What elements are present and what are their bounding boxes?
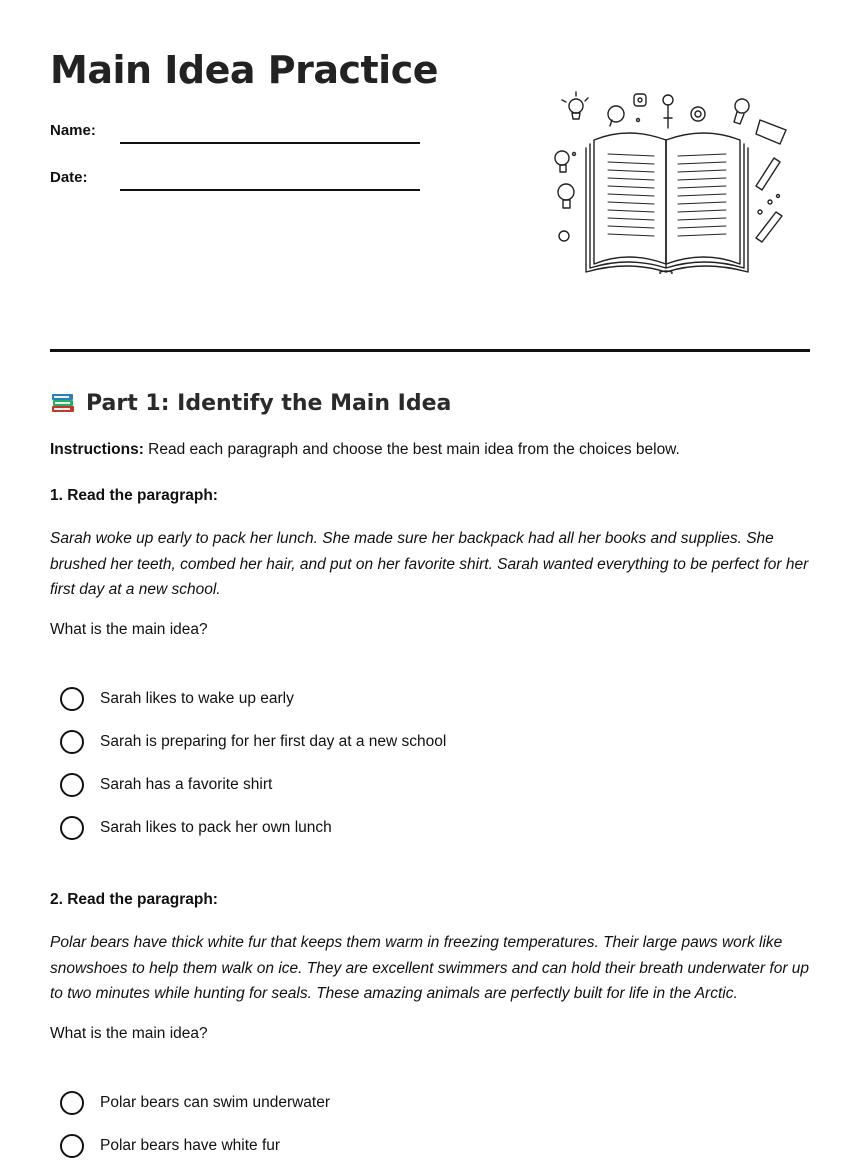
radio-button[interactable] bbox=[60, 1134, 84, 1158]
divider bbox=[50, 349, 810, 352]
radio-button[interactable] bbox=[60, 816, 84, 840]
question-1-option-b[interactable] bbox=[60, 720, 446, 763]
radio-button[interactable] bbox=[60, 687, 84, 711]
question-1-prompt: What is the main idea? bbox=[50, 621, 208, 638]
question-2-paragraph: Polar bears have thick white fur that keeps them warm in freezing temperatures. Their large paws work like snowshoes to help them walk on ice. They are excellent swimmers and can hold their breath underwater for up to two minutes while hunting for seals. These amazing animals are perfectly built for life in the Arctic. bbox=[50, 934, 810, 1002]
option-label: Sarah is preparing for her first day at a new school bbox=[100, 732, 447, 750]
question-2-title: 2. Read the paragraph: bbox=[50, 891, 218, 908]
open-book-illustration-icon bbox=[548, 88, 796, 274]
option-label: Sarah likes to pack her own lunch bbox=[100, 818, 332, 836]
date-input-line[interactable] bbox=[120, 189, 420, 191]
option-label: Polar bears have white fur bbox=[100, 1136, 281, 1154]
radio-button[interactable] bbox=[60, 1091, 84, 1115]
instructions bbox=[50, 441, 680, 459]
question-2-options bbox=[60, 1081, 330, 1167]
question-1-option-a[interactable] bbox=[60, 677, 446, 720]
name-label: Name: bbox=[50, 122, 96, 139]
instructions-label: Instructions: bbox=[50, 441, 144, 458]
instructions-text: Read each paragraph and choose the best main idea from the choices below. bbox=[143, 441, 680, 458]
date-label: Date: bbox=[50, 169, 88, 186]
part1-heading-text: Part 1: Identify the Main Idea bbox=[86, 390, 452, 416]
radio-button[interactable] bbox=[60, 730, 84, 754]
page-title: Main Idea Practice bbox=[50, 48, 438, 92]
question-1-option-d[interactable] bbox=[60, 806, 446, 849]
radio-button[interactable] bbox=[60, 773, 84, 797]
question-2-prompt: What is the main idea? bbox=[50, 1025, 208, 1042]
option-label: Sarah likes to wake up early bbox=[100, 689, 294, 707]
question-2-option-a[interactable] bbox=[60, 1081, 330, 1124]
question-1-options bbox=[60, 677, 446, 849]
question-1-option-c[interactable] bbox=[60, 763, 446, 806]
name-input-line[interactable] bbox=[120, 142, 420, 144]
option-label: Sarah has a favorite shirt bbox=[100, 775, 273, 793]
option-label: Polar bears can swim underwater bbox=[100, 1093, 331, 1111]
books-icon bbox=[50, 390, 76, 416]
part1-heading bbox=[50, 390, 451, 416]
question-1-title: 1. Read the paragraph: bbox=[50, 487, 218, 504]
question-1-paragraph: Sarah woke up early to pack her lunch. She made sure her backpack had all her books and supplies. She brushed her teeth, combed her hair, and put on her favorite shirt. Sarah wanted everything to be perfect for her first day at a new school. bbox=[50, 530, 809, 598]
